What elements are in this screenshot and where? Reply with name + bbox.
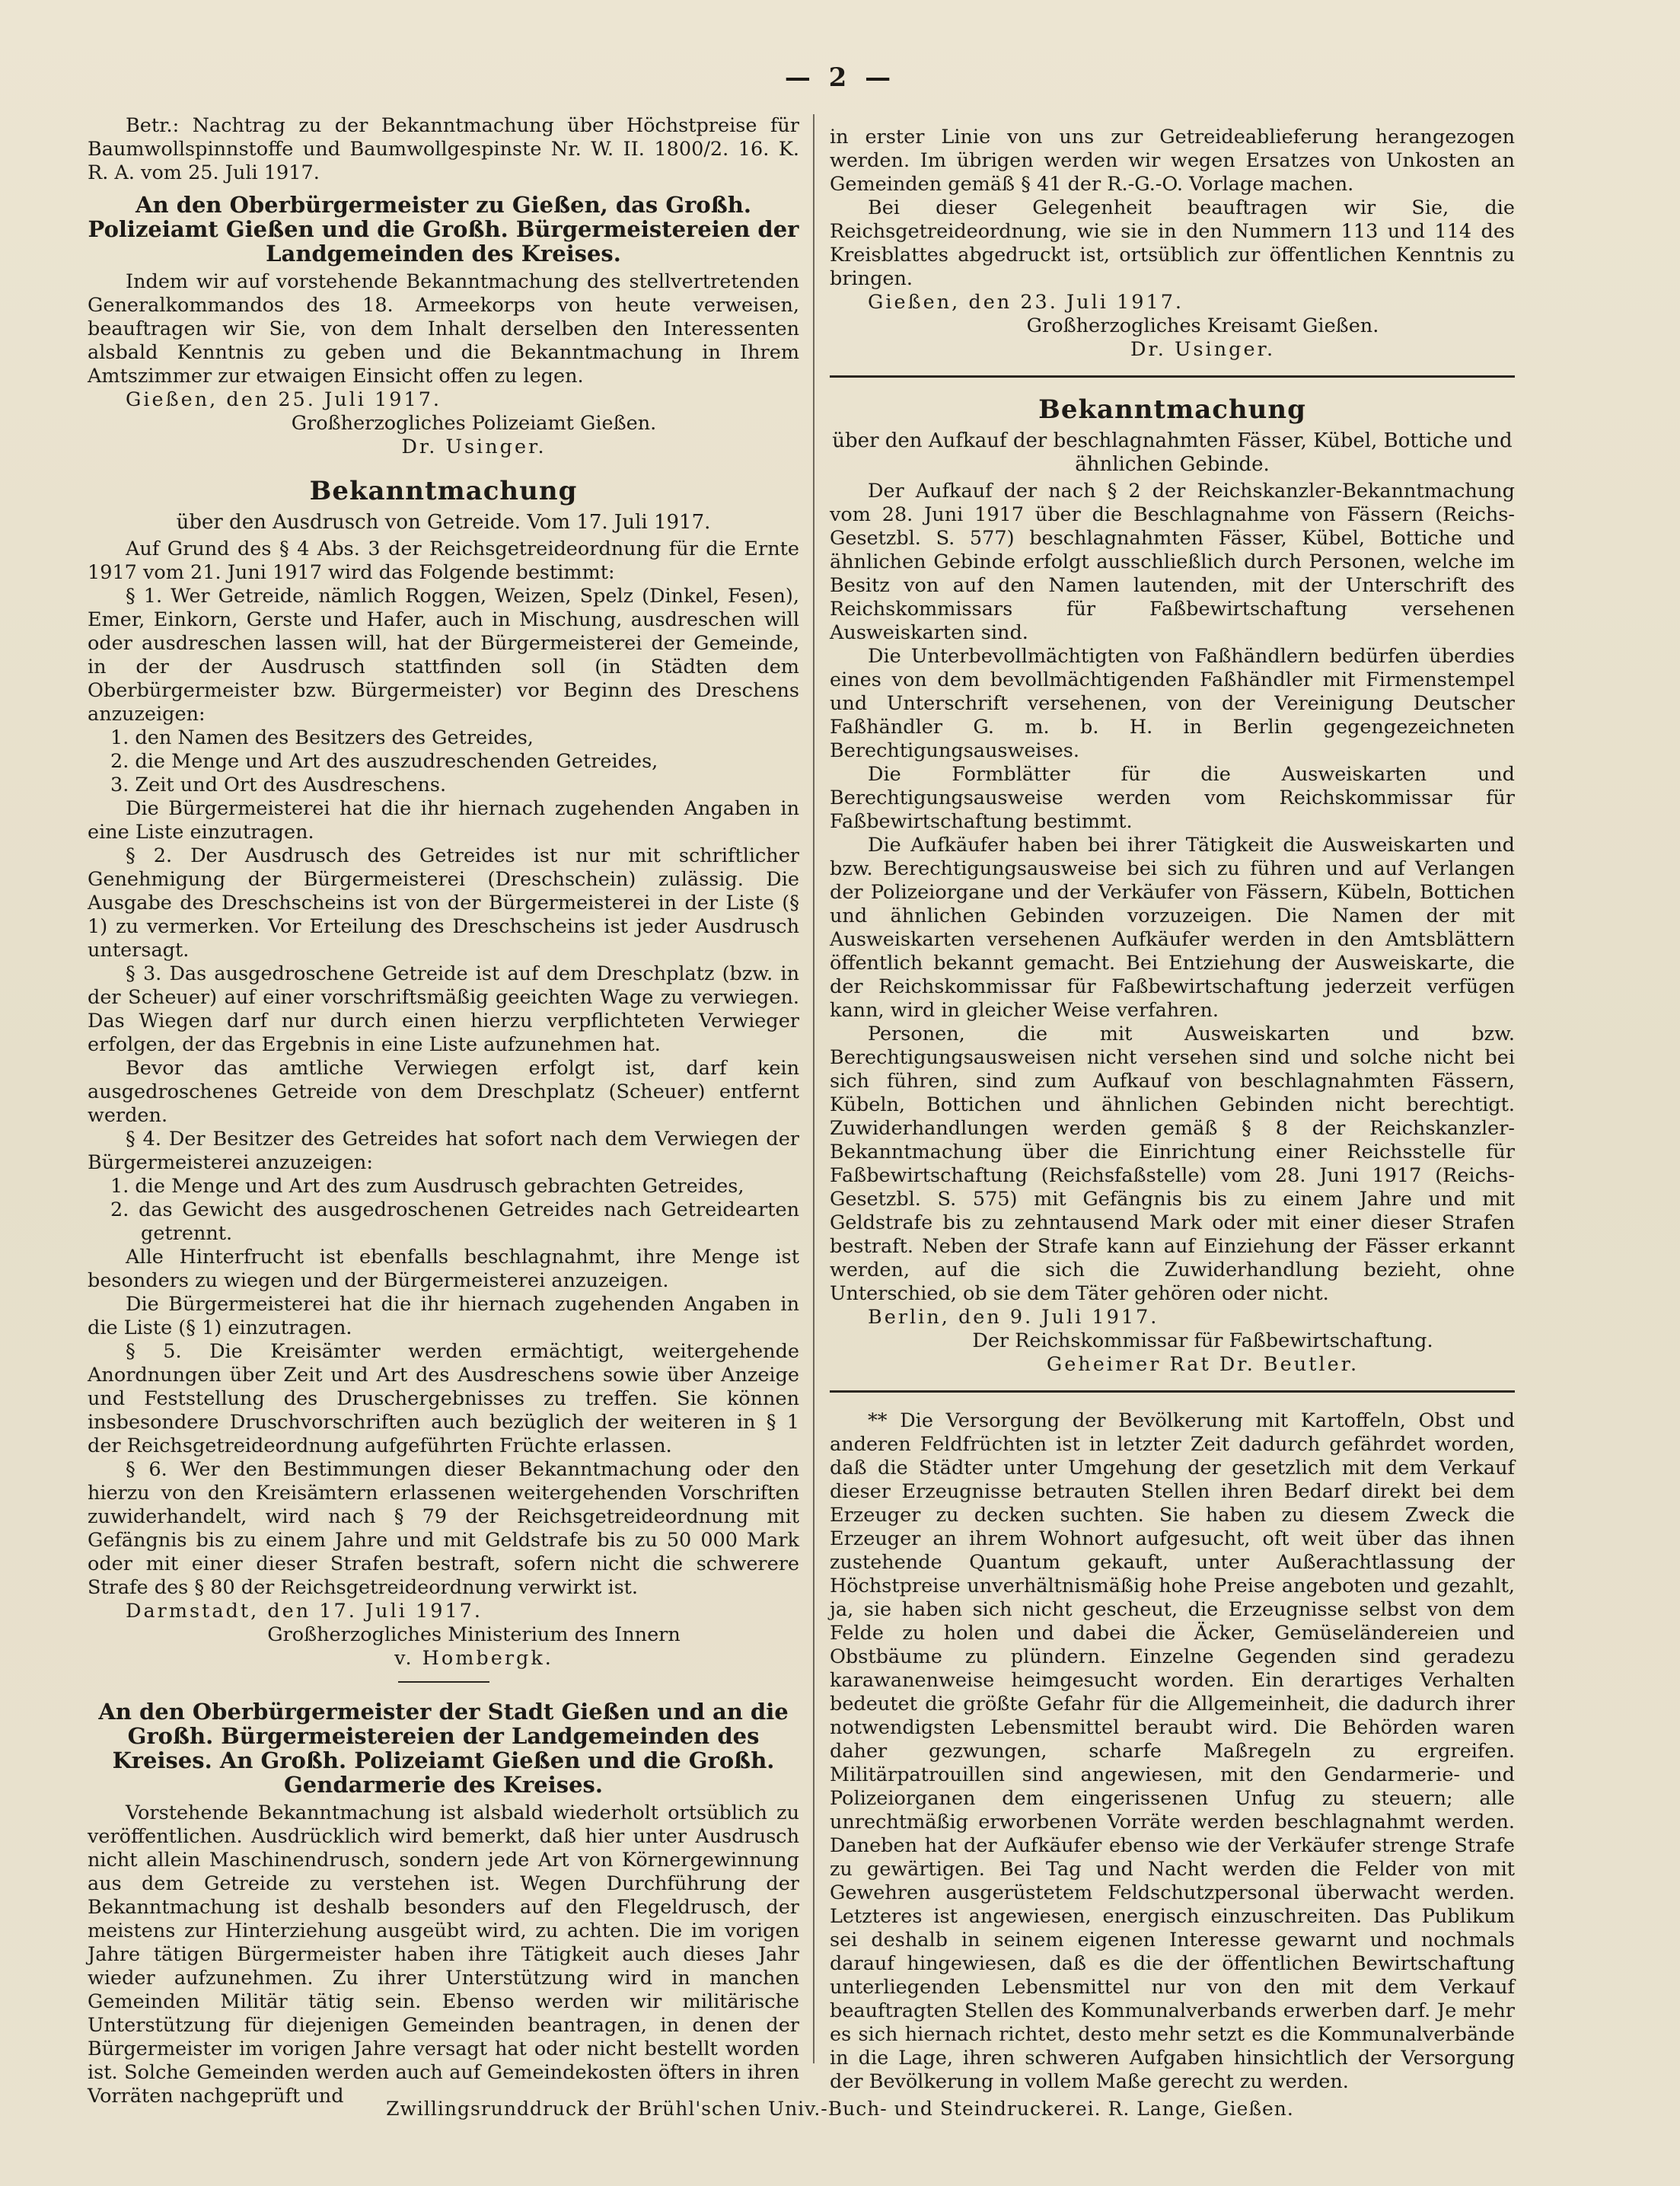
list-item: 3. Zeit und Ort des Ausdreschens. (110, 774, 447, 796)
paragraph: Die Bürgermeisterei hat die ihr hiernach zugehenden Angaben in die Liste (§ 1) einzutragen. (88, 1293, 799, 1339)
left-column (88, 114, 799, 2108)
paragraph: § 3. Das ausgedroschene Getreide ist auf dem Dreschplatz (bzw. in der Scheuer) auf einer vorschriftsmäßig geeichten Wage zu verwiegen. Das Wiegen darf nur durch einen hierzu verpflichteten Verwieger erfolgen, der das Ergebnis in eine Liste aufzunehmen hat. (88, 962, 799, 1056)
separator (398, 1681, 489, 1683)
separator (830, 375, 1515, 378)
signature-place-date: Darmstadt, den 17. Juli 1917. (126, 1600, 483, 1623)
paragraph: Alle Hinterfrucht ist ebenfalls beschlagnahmt, ihre Menge ist besonders zu wiegen und der Bürgermeisterei anzuzeigen. (88, 1246, 799, 1292)
paragraph: Bei dieser Gelegenheit beauftragen wir Sie, die Reichsgetreideordnung, wie sie in den Nummern 113 und 114 des Kreisblattes abgedruckt ist, ortsüblich zur öffentlichen Kenntnis zu bringen. (830, 196, 1515, 290)
signature-name: Dr. Usinger. (401, 436, 547, 458)
paragraph: ** Die Versorgung der Bevölkerung mit Kartoffeln, Obst und anderen Feldfrüchten ist in letzter Zeit dadurch gefährdet worden, daß die Städter unter Umgehung der gesetzlich mit dem Verkauf dieser Erzeugnisse betrauten Stellen ihren Bedarf direkt bei dem Erzeuger zu decken suchten. Sie haben zu diesem Zweck die Erzeuger an ihrem Wohnort aufgesucht, oft weit über das ihnen zustehende Quantum gekauft, unter Außerachtlassung der Höchstpreise unverhältnismäßig hohe Preise angeboten und gezahlt, ja, sie haben sich nicht gescheut, die Erzeugnisse selbst von dem Felde zu holen und dabei die Äcker, Gemüseländereien und Obstbäume zu plündern. Einzelne Gegenden sind geradezu karawanenweise heimgesucht worden. Ein derartiges Verhalten bedeutet die größte Gefahr für die Allgemeinheit, die dadurch ihrer notwendigsten Lebensmittel beraubt wird. Die Behörden waren daher gezwungen, scharfe Maßregeln zu ergreifen. Militärpatrouillen sind angewiesen, mit den Gendarmerie- und Polizeiorganen dem eingerissenen Unfug zu steuern; alle unrechtmäßig erworbenen Vorräte werden beschlagnahmt werden. Daneben hat der Aufkäufer ebenso wie der Verkäufer strenge Strafe zu gewärtigen. Bei Tag und Nacht werden die Felder von mit Gewehren ausgerüstetem Feldschutzpersonal überwacht werden. Letzteres ist angewiesen, energisch einzuschreiten. Das Publikum sei deshalb in seinem eigenen Interesse gewarnt und nochmals darauf hingewiesen, daß es die der öffentlichen Bewirtschaftung unterliegenden Lebensmittel nur von den mit dem Verkauf beauftragten Stellen des Kommunalverbands erwerben darf. Je mehr es sich hiernach richtet, desto mehr setzt es die Kommunalverbände in die Lage, ihren schweren Aufgaben hinsichtlich der Versorgung der Bevölkerung in vollem Maße gerecht zu werden. (830, 1409, 1515, 2093)
paragraph: Die Bürgermeisterei hat die ihr hiernach zugehenden Angaben in eine Liste einzutragen. (88, 797, 799, 844)
paragraph: § 6. Wer den Bestimmungen dieser Bekanntmachung oder den hierzu von den Kreisämtern erlassenen weitergehenden Vorschriften zuwiderhandelt, wird nach § 79 der Reichsgetreideordnung mit Gefängnis bis zu einem Jahre und mit Geldstrafe bis zu 50 000 Mark oder mit einer dieser Strafen bestraft, sofern nicht die schwerere Strafe des § 80 der Reichsgetreideordnung verwirkt ist. (88, 1458, 799, 1599)
paragraph: § 2. Der Ausdrusch des Getreides ist nur mit schriftlicher Genehmigung der Bürgermeisterei (Dreschschein) zulässig. Die Ausgabe des Dreschscheins ist von der Bürgermeisterei in der Liste (§ 1) zu vermerken. Vor Erteilung des Dreschscheins ist jeder Ausdrusch untersagt. (88, 844, 799, 962)
paragraph: Der Aufkauf der nach § 2 der Reichskanzler-Bekanntmachung vom 28. Juni 1917 über die Beschlagnahme von Fässern (Reichs-Gesetzbl. S. 577) beschlagnahmten Fässer, Kübel, Bottiche und ähnlichen Gebinde erfolgt ausschließlich durch Personen, welche im Besitz von auf den Namen lautenden, mit der Unterschrift des Reichskommissars für Faßbewirtschaftung versehenen Ausweiskarten sind. (830, 480, 1515, 644)
subject-line: Betr.: Nachtrag zu der Bekanntmachung über Höchstpreise für Baumwollspinnstoffe und Baumwollgespinste Nr. W. II. 1800/2. 16. K. R. A. vom 25. Juli 1917. (88, 114, 799, 184)
paragraph: Bevor das amtliche Verwiegen erfolgt ist, darf kein ausgedroschenes Getreide von dem Dreschplatz (Scheuer) entfernt werden. (88, 1057, 799, 1127)
signature-place-date: Gießen, den 25. Juli 1917. (126, 388, 442, 411)
section-subheading: über den Ausdrusch von Getreide. Vom 17. Juli 1917. (176, 511, 711, 534)
address-block: An den Oberbürgermeister zu Gießen, das Großh. Polizeiamt Gießen und die Großh. Bürgermeistereien der Landgemeinden des Kreises. (88, 192, 799, 266)
paragraph: § 1. Wer Getreide, nämlich Roggen, Weizen, Spelz (Dinkel, Fesen), Emer, Einkorn, Gerste und Hafer, auch in Mischung, ausdreschen will oder ausdreschen lassen will, hat der Bürgermeisterei der Gemeinde, in der der Ausdrusch stattfinden soll (in Städten dem Oberbürgermeister bzw. Bürgermeister) vor Beginn des Dreschens anzuzeigen: (88, 585, 799, 726)
signature-place-date: Gießen, den 23. Juli 1917. (868, 291, 1184, 314)
paragraph: Indem wir auf vorstehende Bekanntmachung des stellvertretenden Generalkommandos des 18. Armeekorps von heute verweisen, beauftragen wir Sie, von dem Inhalt derselben den Interessenten alsbald Kenntnis zu geben und die Bekanntmachung in Ihrem Amtszimmer zur etwaigen Einsicht offen zu legen. (88, 270, 799, 388)
section-heading: Bekanntmachung (1038, 394, 1306, 425)
paragraph: § 4. Der Besitzer des Getreides hat sofort nach dem Verwiegen der Bürgermeisterei anzuzeigen: (88, 1128, 799, 1174)
list-item: 2. die Menge und Art des auszudreschenden Getreides, (110, 750, 658, 773)
numbered-list (88, 1175, 799, 1246)
signature-name: Dr. Usinger. (1130, 338, 1276, 361)
paragraph: in erster Linie von uns zur Getreideablieferung herangezogen werden. Im übrigen werden wir wegen Ersatzes von Unkosten an Gemeinden gemäß § 41 der R.-G.-O. Vorlage machen. (830, 126, 1515, 196)
column-divider (813, 114, 814, 2063)
right-column (830, 126, 1515, 2094)
signature-place-date: Berlin, den 9. Juli 1917. (868, 1306, 1159, 1329)
signature-office: Großherzogliches Ministerium des Innern (267, 1623, 681, 1646)
list-item: 2. das Gewicht des ausgedroschenen Getreides nach Getreidearten getrennt. (110, 1198, 799, 1245)
paragraph: Die Unterbevollmächtigten von Faßhändlern bedürfen überdies eines von dem bevollmächtigenden Faßhändler mit Firmenstempel und Unterschrift versehenen, von der Vereinigung Deutscher Faßhändler G. m. b. H. in Berlin gegengezeichneten Berechtigungsausweises. (830, 645, 1515, 762)
signature-name: Geheimer Rat Dr. Beutler. (1046, 1353, 1360, 1376)
signature-name: v. Hombergk. (394, 1647, 553, 1670)
signature-office: Der Reichskommissar für Faßbewirtschaftung. (972, 1329, 1433, 1352)
signature-office: Großherzogliches Polizeiamt Gießen. (291, 412, 657, 435)
address-block: An den Oberbürgermeister der Stadt Gießen und an die Großh. Bürgermeistereien der Landgemeinden des Kreises. An Großh. Polizeiamt Gießen und die Großh. Gendarmerie des Kreises. (98, 1699, 789, 1798)
paragraph: Die Formblätter für die Ausweiskarten und Berechtigungsausweise werden vom Reichskommissar für Faßbewirtschaftung bestimmt. (830, 763, 1515, 833)
numbered-list (88, 726, 799, 797)
paragraph: Vorstehende Bekanntmachung ist alsbald wiederholt ortsüblich zu veröffentlichen. Ausdrücklich wird bemerkt, daß hier unter Ausdrusch nicht allein Maschinendrusch, sondern jede Art von Körnergewinnung aus dem Getreide zu verstehen ist. Wegen Durchführung der Bekanntmachung ist deshalb besonders auf den Flegeldrusch, der meistens zur Hinterziehung ausgeübt wird, zu achten. Die im vorigen Jahre tätigen Bürgermeister haben ihre Tätigkeit auch dieses Jahr wieder aufzunehmen. Zu ihrer Unterstützung wird in manchen Gemeinden Militär tätig sein. Ebenso werden wir militärische Unterstützung für diejenigen Gemeinden beantragen, in denen der Bürgermeister im vorigen Jahre versagt hat oder nicht bestellt worden ist. Solche Gemeinden werden auch auf Gemeindekosten öfters in ihren Vorräten nachgeprüft und (88, 1801, 799, 2108)
paragraph: § 5. Die Kreisämter werden ermächtigt, weitergehende Anordnungen über Zeit und Art des Ausdreschens sowie über Anzeige und Feststellung des Druschergebnisses zu treffen. Sie können insbesondere Druschvorschriften auch bezüglich der weiteren in § 1 der Reichsgetreideordnung aufgeführten Früchte erlassen. (88, 1340, 799, 1457)
separator (830, 1390, 1515, 1393)
list-item: 1. den Namen des Besitzers des Getreides, (110, 726, 534, 749)
page-number: — 2 — (784, 62, 896, 93)
paragraph: Auf Grund des § 4 Abs. 3 der Reichsgetreideordnung für die Ernte 1917 vom 21. Juni 1917 wird das Folgende bestimmt: (88, 538, 799, 584)
paragraph: Die Aufkäufer haben bei ihrer Tätigkeit die Ausweiskarten und bzw. Berechtigungsausweise bei sich zu führen und auf Verlangen der Polizeiorgane und der Verkäufer von Fässern, Kübeln, Bottichen und ähnlichen Gebinden vorzuzeigen. Die Namen der mit Ausweiskarten versehenen Aufkäufer werden in den Amtsblättern öffentlich bekannt gemacht. Bei Entziehung der Ausweiskarte, die der Reichskommissar für Faßbewirtschaftung jederzeit verfügen kann, wird in gleicher Weise verfahren. (830, 834, 1515, 1022)
printer-imprint: Zwillingsrunddruck der Brühl'schen Univ.-Buch- und Steindruckerei. R. Lange, Gießen. (386, 2098, 1294, 2120)
paragraph: Personen, die mit Ausweiskarten und bzw. Berechtigungsausweisen nicht versehen sind und solche nicht bei sich führen, sind zum Aufkauf von beschlagnahmten Fässern, Kübeln, Bottichen und ähnlichen Gebinden nicht berechtigt. Zuwiderhandlungen werden gemäß § 8 der Reichskanzler-Bekanntmachung über die Einrichtung einer Reichsstelle für Faßbewirtschaftung (Reichsfaßstelle) vom 28. Juni 1917 (Reichs-Gesetzbl. S. 575) mit Gefängnis bis zu einem Jahre und mit Geldstrafe bis zu zehntausend Mark oder mit einer dieser Strafen bestraft. Neben der Strafe kann auf Einziehung der Fässer erkannt werden, auf die sich die Zuwiderhandlung bezieht, ohne Unterschied, ob sie dem Täter gehören oder nicht. (830, 1023, 1515, 1305)
section-subheading: über den Aufkauf der beschlagnahmten Fässer, Kübel, Bottiche und ähnlichen Gebinde. (832, 429, 1513, 476)
section-heading: Bekanntmachung (309, 476, 578, 506)
signature-office: Großherzogliches Kreisamt Gießen. (1026, 314, 1379, 337)
list-item: 1. die Menge und Art des zum Ausdrusch gebrachten Getreides, (110, 1175, 744, 1198)
